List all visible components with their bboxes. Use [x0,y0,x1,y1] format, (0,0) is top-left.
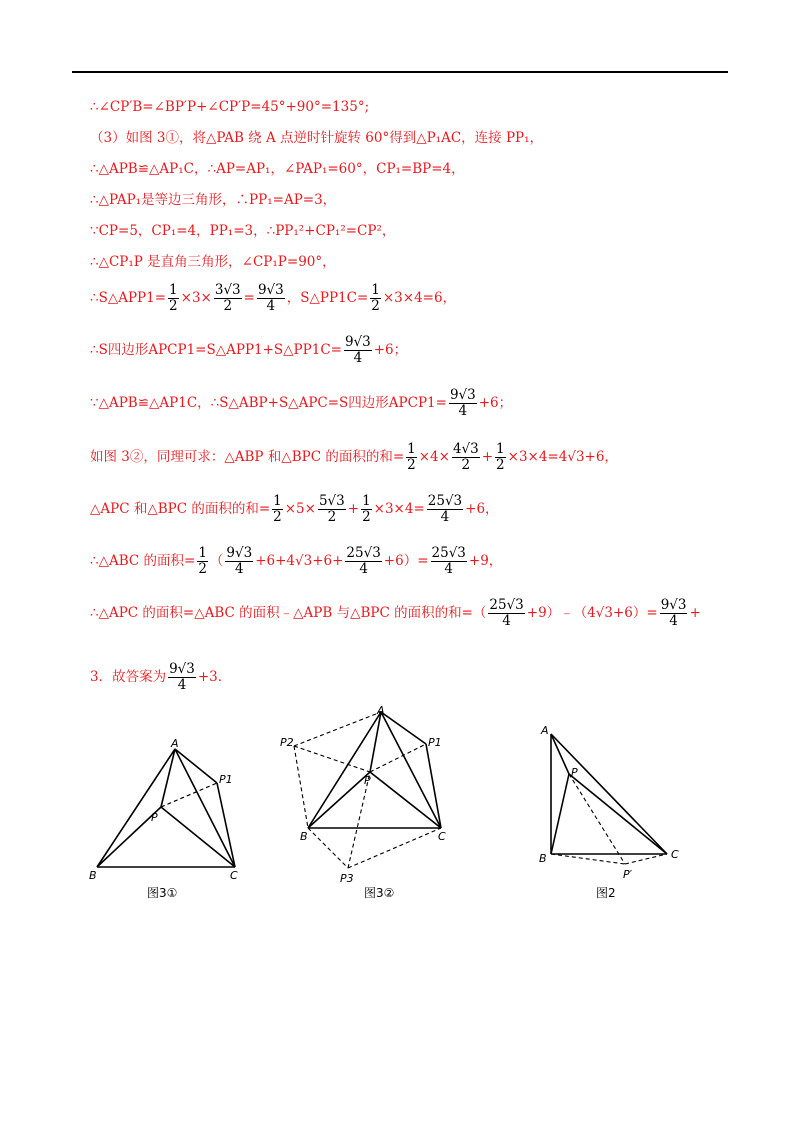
solution-line-1: ∴∠CP′B=∠BP′P+∠CP′P=45°+90°=135°; [90,99,370,115]
solution-line-8 [90,335,407,366]
vertex-label-b: B [89,869,97,882]
math-text: ×3×4=6， [382,290,457,306]
fraction-4r3-over-2: $\frac{4√3}{2}$ [452,441,479,473]
figure-2-caption: 图2 [596,886,616,900]
solution-line-3: ∴△APB≌△AP₁C，∴AP=AP₁，∠PAP₁=60°，CP₁=BP=4， [90,161,465,177]
vertex-label-p-prime: P′ [623,868,633,880]
fraction-9r3-over-4: $\frac{9√3}{4}$ [344,334,371,366]
fraction-9r3-over-4: $\frac{9√3}{4}$ [449,387,476,419]
solution-line-6: ∴△CP₁P 是直角三角形，∠CP₁P=90°， [90,254,336,270]
math-text: ∵△APB≌△AP1C，∴S△ABP+S△APC=S四边形APCP1= [90,395,447,411]
math-text: +3． [197,669,232,685]
solution-line-10 [90,442,618,473]
math-text: +6， [465,501,499,517]
fraction-half: $\frac{1}{2}$ [273,493,282,525]
fraction-25r3-over-4: $\frac{25√3}{4}$ [489,597,524,629]
math-text: +6； [478,395,513,411]
fraction-25r3-over-4: $\frac{25√3}{4}$ [346,545,381,577]
vertex-label-p2: P2 [280,736,294,749]
math-text: ∴S四边形APCP1=S△APP1+S△PP1C= [90,342,342,358]
vertex-label-p3: P3 [340,872,354,885]
solution-line-11 [90,494,499,525]
math-text: ×4× [418,449,450,465]
fraction-3r3-over-2: $\frac{3√3}{2}$ [214,282,241,314]
math-text: ×3×4= [373,501,425,517]
fraction-9r3-over-4: $\frac{9√3}{4}$ [257,282,284,314]
math-text: △APC 和△BPC 的面积的和= [90,501,271,517]
vertex-label-a: A [541,724,549,737]
solution-line-5: ∵CP=5，CP₁=4，PP₁=3，∴PP₁²+CP₁²=CP²， [90,223,396,239]
fraction-5r3-over-2: $\frac{5√3}{2}$ [318,493,345,525]
vertex-label-p1: P1 [428,736,442,749]
math-text: ∴S△APP1= [90,290,167,306]
vertex-label-c: C [230,869,238,882]
math-text: ×3×4=4√3+6， [507,449,618,465]
math-text: +6）= [383,553,429,569]
fraction-9r3-over-4: $\frac{9√3}{4}$ [660,597,687,629]
math-text: +6+4√3+6+ [255,553,344,569]
fraction-25r3-over-4: $\frac{25√3}{4}$ [427,493,463,525]
vertex-label-c: C [671,848,679,861]
vertex-label-p: P [151,811,158,824]
math-text: ∴△APC 的面积=△ABC 的面积﹣△APB 与△BPC 的面积的和=（ [90,605,487,621]
figure-3-2 [278,700,463,885]
vertex-label-a: A [171,737,179,750]
fraction-half: $\frac{1}{2}$ [169,282,178,314]
header-rule [72,71,728,73]
vertex-label-p1: P1 [219,773,233,786]
math-text: +9）﹣（4√3+6）= [526,605,658,621]
solution-line-9 [90,388,512,419]
fraction-25r3-over-4: $\frac{25√3}{4}$ [431,545,466,577]
math-text: ×3× [180,290,212,306]
solution-line-4: ∴△PAP₁是等边三角形，∴PP₁=AP=3， [90,192,337,208]
math-text: ∴△ABC 的面积= [90,553,196,569]
math-text: + [347,501,360,517]
vertex-label-a: A [377,704,385,717]
fraction-half: $\frac{1}{2}$ [407,441,416,473]
math-text: + [689,605,701,621]
math-text: ，S△PP1C= [286,290,369,306]
math-text: ×5× [284,501,316,517]
vertex-label-p: P [364,774,371,787]
fraction-9r3-over-4: $\frac{9√3}{4}$ [226,545,253,577]
math-text: + [481,449,494,465]
solution-line-7 [90,283,456,314]
fraction-half: $\frac{1}{2}$ [198,545,207,577]
solution-line-13 [90,598,701,629]
vertex-label-c: C [438,830,446,843]
figure-3-1-caption: 图3① [147,886,178,900]
figure-3-1 [85,735,255,885]
vertex-label-b: B [300,830,308,843]
fraction-half: $\frac{1}{2}$ [362,493,371,525]
fraction-half: $\frac{1}{2}$ [496,441,505,473]
vertex-label-p: P [571,766,578,779]
math-text: （ [209,553,224,569]
solution-line-12 [90,546,502,577]
final-answer [90,662,231,693]
math-text: 3．故答案为 [90,669,167,685]
solution-line-2: （3）如图 3①，将△PAB 绕 A 点逆时针旋转 60°得到△P₁AC，连接 PP₁， [90,130,544,146]
math-text: +6； [373,342,408,358]
math-text: +9， [468,553,503,569]
fraction-9r3-over-4: $\frac{9√3}{4}$ [169,661,195,693]
figure-3-2-caption: 图3② [364,886,395,900]
vertex-label-b: B [539,852,547,865]
math-text: = [243,290,255,306]
figure-2 [533,720,693,880]
math-text: 如图 3②，同理可求：△ABP 和△BPC 的面积的和= [90,449,405,465]
fraction-half: $\frac{1}{2}$ [371,282,380,314]
